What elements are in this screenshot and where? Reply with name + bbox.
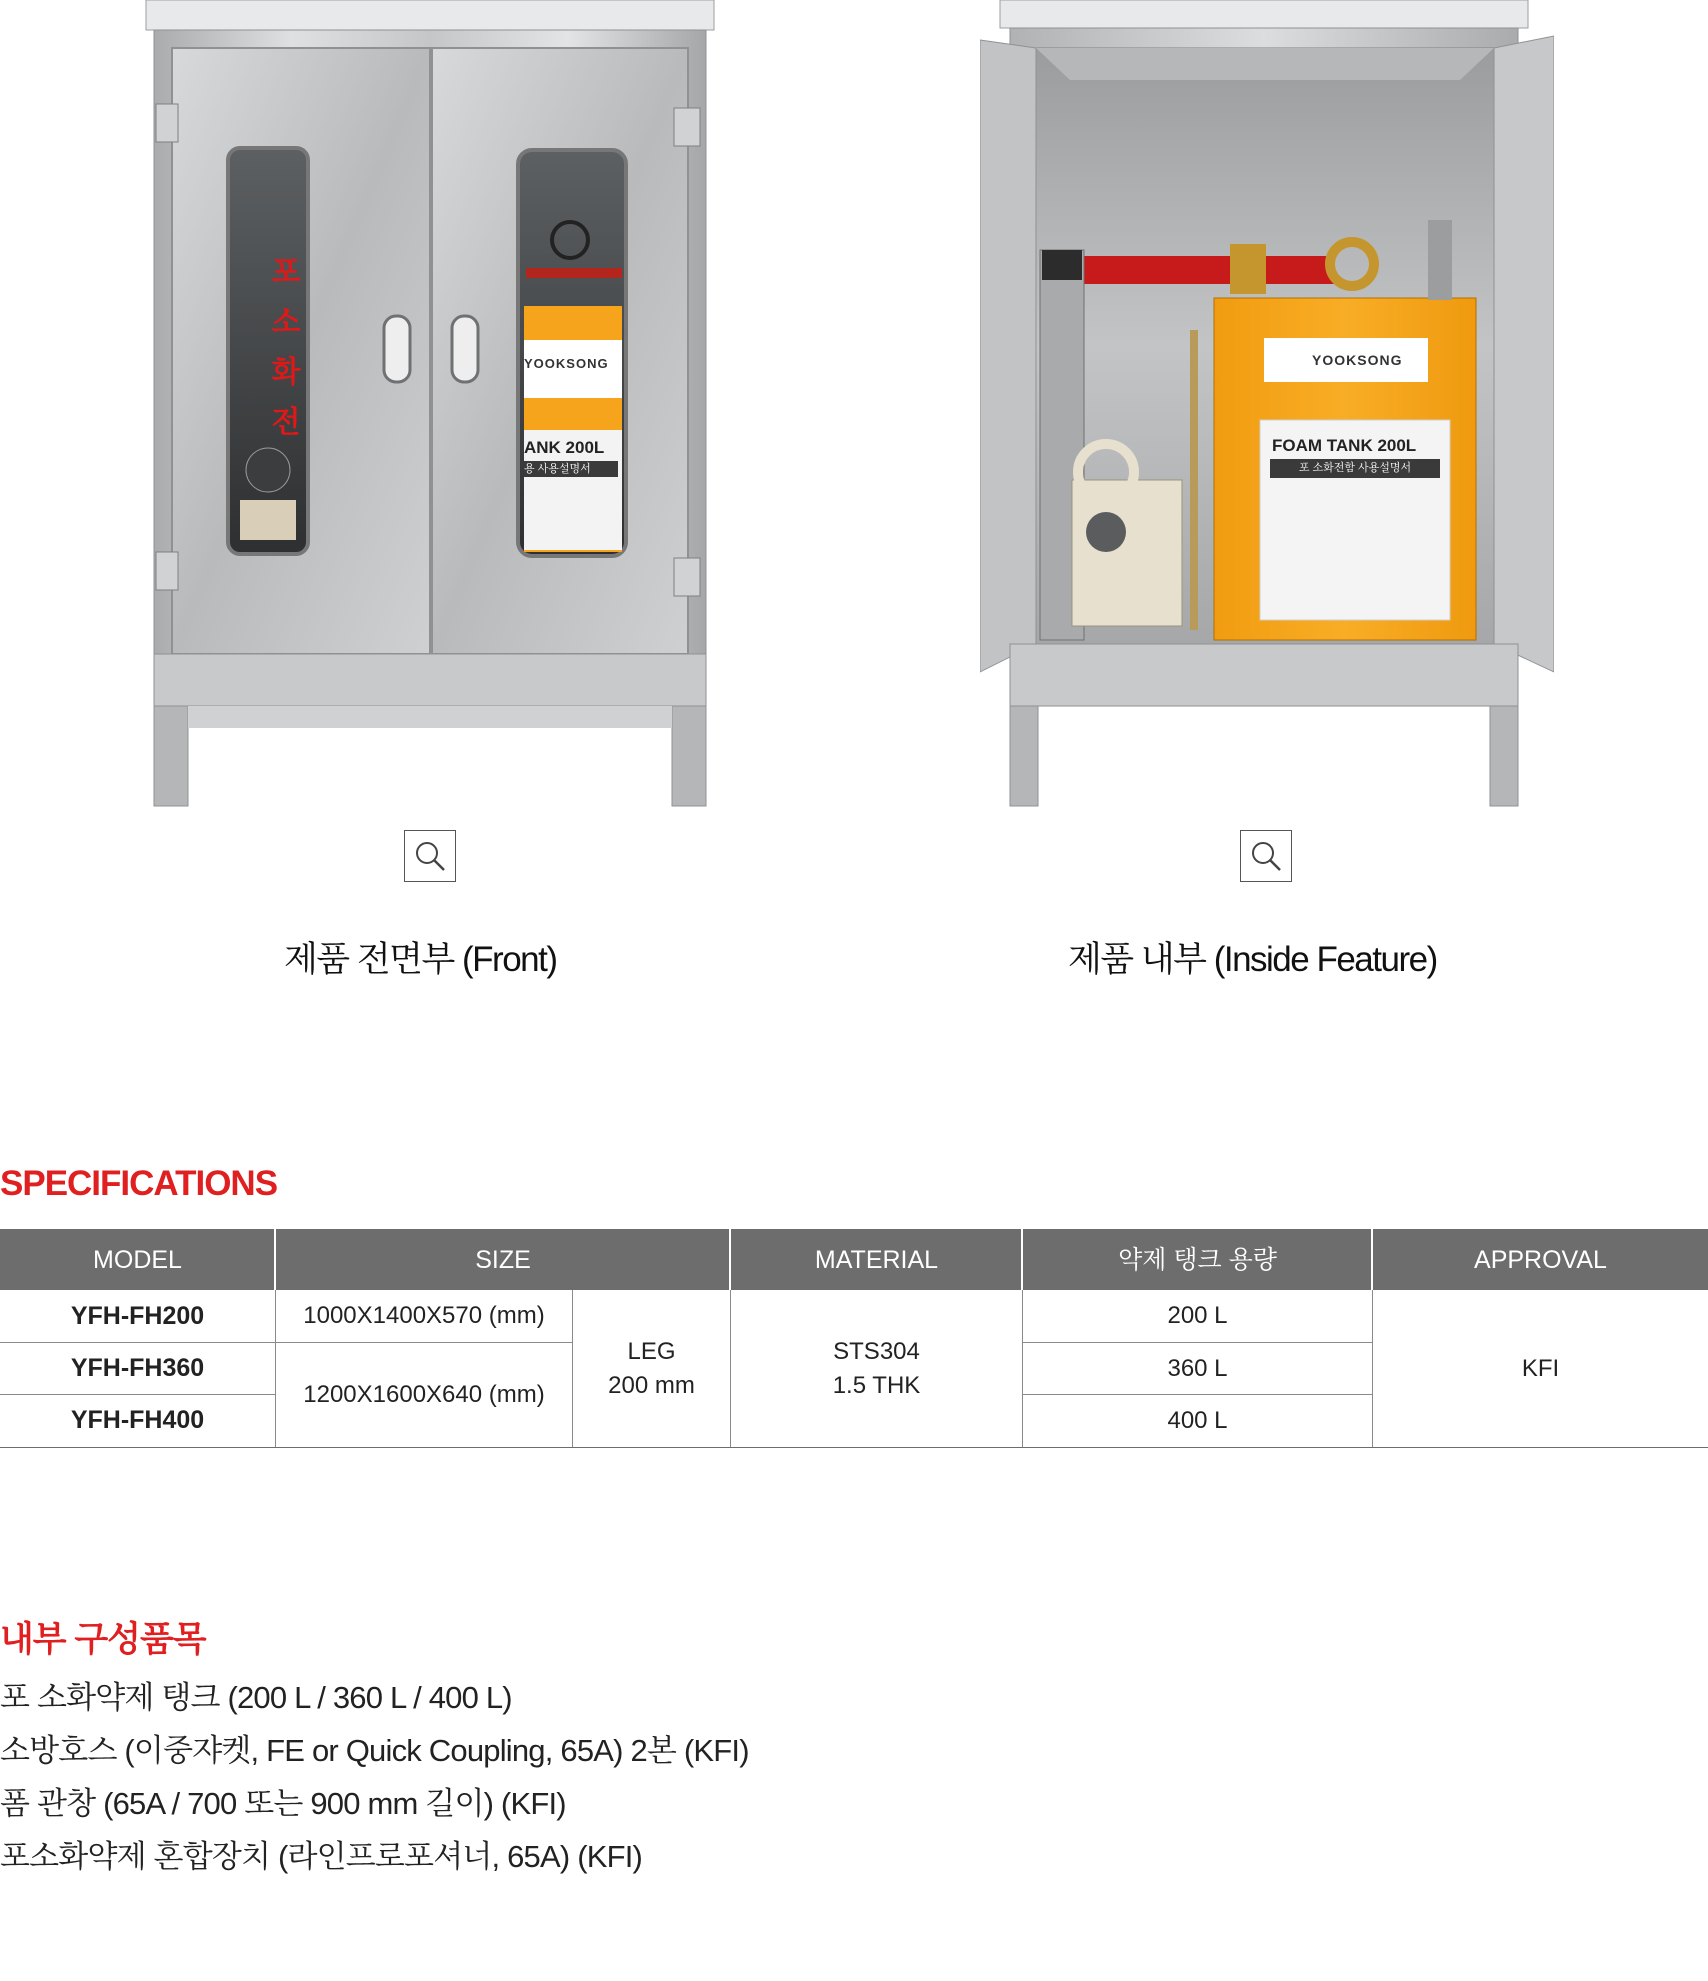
magnifier-icon [412,838,448,874]
capacity-cell: 200 L [1167,1302,1228,1329]
door-label-char: 포 [271,256,301,289]
door-label-char: 화 [271,356,301,389]
model-cell: YFH-FH400 [70,1406,205,1434]
header-capacity: 약제 탱크 용량 [1118,1246,1277,1274]
specifications-title: SPECIFICATIONS [0,1164,278,1203]
door-label [266,248,306,448]
inside-tank-subtitle: 포 소화전함 사용설명서 [1270,459,1440,477]
component-item: 포 소화약제 탱크 (200 L / 360 L / 400 L) [0,1680,512,1715]
inside-product-photo [980,0,1554,810]
spec-table-header [0,1229,1708,1290]
front-tank-title: ANK 200L [524,438,605,457]
model-cell: YFH-FH200 [70,1301,205,1330]
inside-zoom-button[interactable] [1240,830,1292,882]
component-item: 소방호스 (이중쟈켓, FE or Quick Coupling, 65A) 2본 (KFI) [0,1733,749,1768]
material-cell [731,1290,1022,1447]
front-product-photo [140,0,720,810]
capacity-cell: 400 L [1167,1407,1228,1434]
components-title: 내부 구성품목 [0,1620,206,1659]
front-caption: 제품 전면부 (Front) [284,940,557,979]
approval-cell: KFI [1521,1354,1560,1382]
front-zoom-button[interactable] [404,830,456,882]
magnifier-icon [1248,838,1284,874]
model-cell: YFH-FH360 [70,1353,205,1382]
leg-label: LEG [627,1337,676,1365]
door-label-char: 전 [271,406,301,439]
component-item: 폼 관창 (65A / 700 또는 900 mm 길이) (KFI) [0,1786,566,1821]
component-item: 포소화약제 혼합장치 (라인프로포셔너, 65A) (KFI) [0,1839,643,1874]
header-size: SIZE [475,1246,531,1274]
spec-table-body [0,1290,1708,1448]
leg-value: 200 mm [608,1371,695,1399]
size-cell: 1000X1400X570 (mm) [303,1302,545,1329]
door-label-char: 소 [271,306,301,339]
capacity-cell: 360 L [1167,1354,1228,1382]
material-grade: STS304 [833,1337,920,1365]
inside-tank-title: FOAM TANK 200L [1272,436,1417,455]
size-cell: 1200X1600X640 (mm) [303,1381,545,1408]
header-model: MODEL [93,1246,182,1274]
front-tank-brand: YOOKSONG [524,356,609,371]
header-approval: APPROVAL [1474,1246,1607,1274]
inside-tank-brand: YOOKSONG [1312,352,1403,368]
header-material: MATERIAL [814,1246,939,1274]
material-thickness: 1.5 THK [832,1371,921,1399]
leg-cell [573,1290,730,1447]
front-tank-subtitle: 용 사용설명서 [524,461,618,477]
inside-caption: 제품 내부 (Inside Feature) [1068,940,1437,979]
